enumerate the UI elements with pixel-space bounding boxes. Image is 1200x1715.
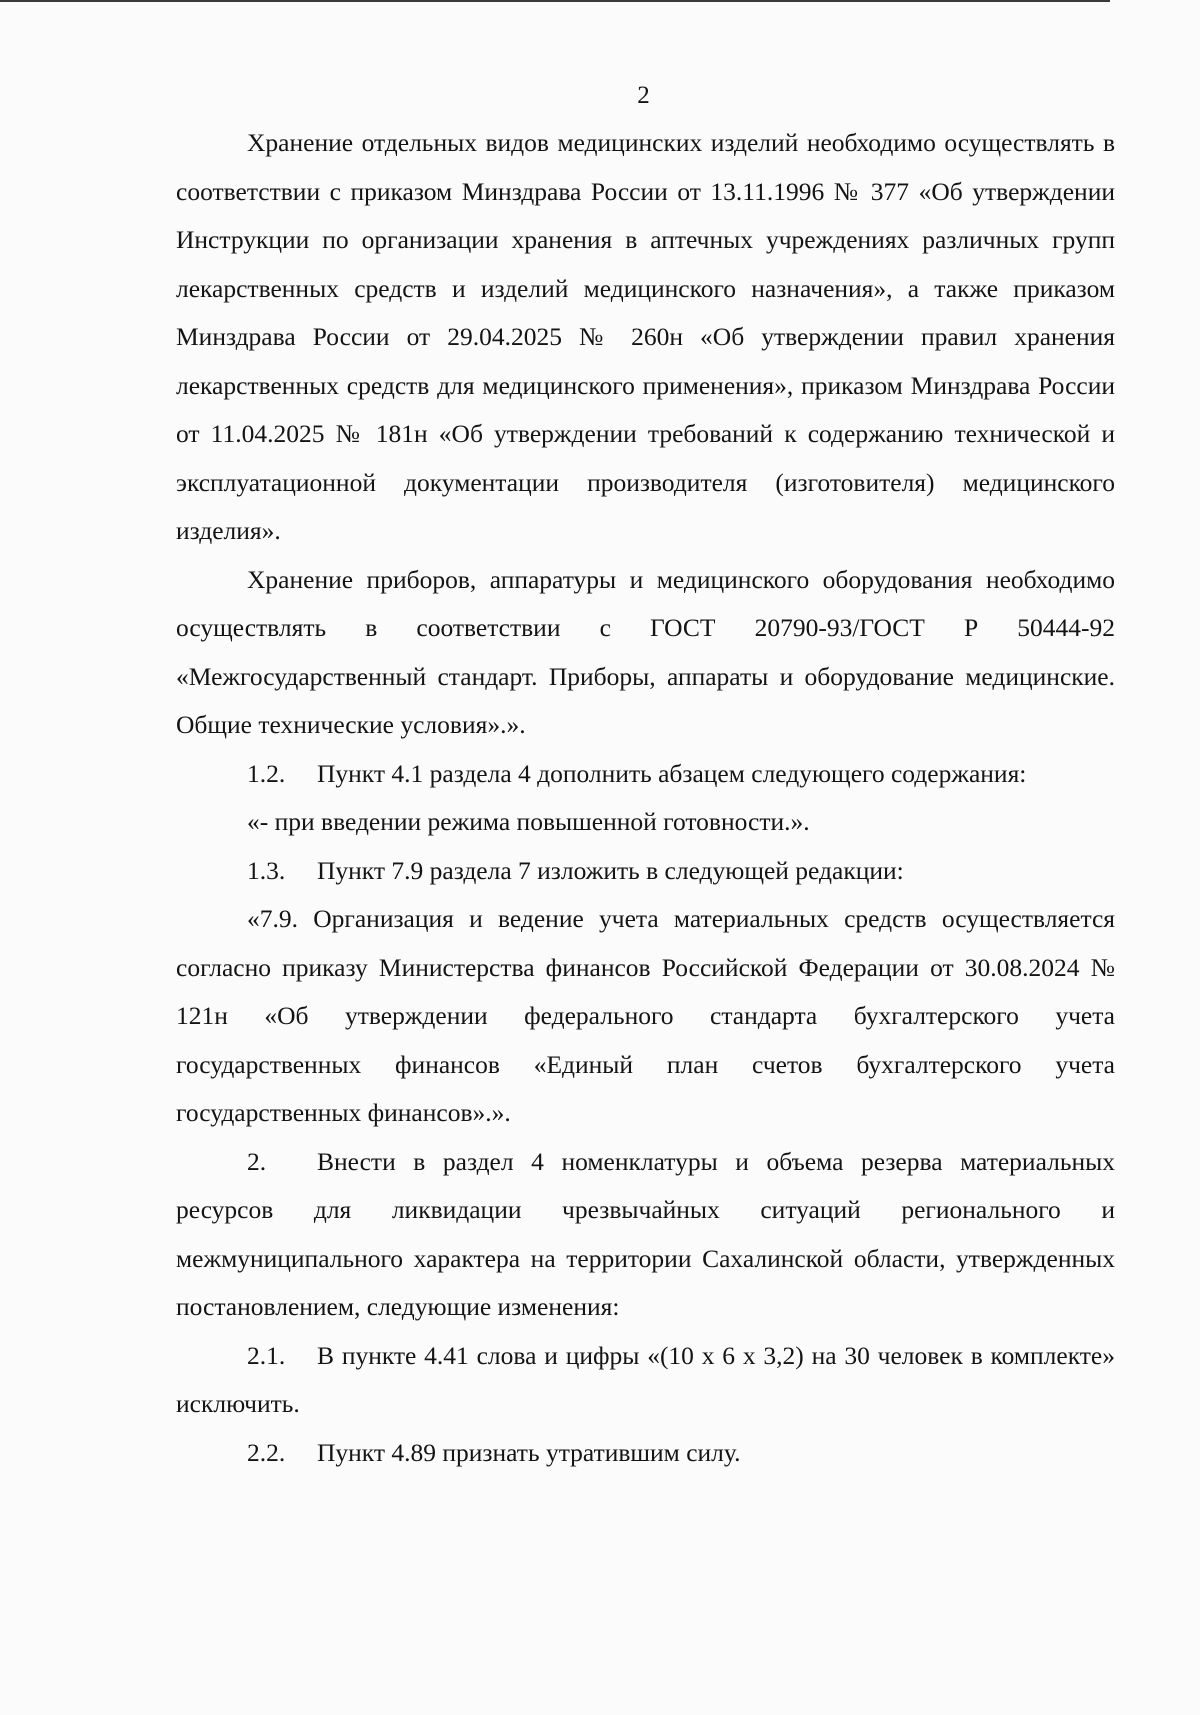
top-border-line [0,0,1110,2]
item-number: 1.3. [247,855,286,885]
item-text: Пункт 7.9 раздела 7 изложить в следующей редакции: [317,855,904,885]
page-number: 2 [637,82,650,109]
paragraph-item-2-1 [176,1332,1115,1429]
item-number: 2.1. [247,1340,286,1370]
paragraph-item-7-9: «7.9. Организация и ведение учета материальных средств осуществляется согласно приказу Министерства финансов Российской Федерации от 30.08.2024 № 121н «Об утверждении федерального стандарта бухгалтерского учета государственных финансов «Единый план счетов бухгалтерского учета государственных финансов».». [176,904,1115,1127]
paragraph-storage-medical-devices: Хранение отдельных видов медицинских изделий необходимо осуществлять в соответствии с приказом Минздрава России от 13.11.1996 № 377 «Об утверждении Инструкции по организации хранения в аптечных учреждениях различных групп лекарственных средств и изделий медицинского назначения», а также приказом Минздрава России от 29.04.2025 № 260н «Об утверждении правил хранения лекарственных средств для медицинского применения», приказом Минздрава России от 11.04.2025 № 181н «Об утверждении требований к содержанию технической и эксплуатационной документации производителя (изготовителя) медицинского изделия». [176,128,1115,545]
paragraph-item-2 [176,1138,1115,1332]
item-text: Пункт 4.89 признать утратившим силу. [317,1437,741,1467]
item-text: В пункте 4.41 слова и цифры «(10 х 6 х 3,2) на 30 человек в комплекте» исключить. [176,1340,1115,1418]
item-text: Пункт 4.1 раздела 4 дополнить абзацем следующего содержания: [317,758,1027,788]
paragraph-storage-equipment: Хранение приборов, аппаратуры и медицинского оборудования необходимо осуществлять в соответствии с ГОСТ 20790-93/ГОСТ Р 50444-92 «Межгосударственный стандарт. Приборы, аппараты и оборудование медицинские. Общие технические условия».». [176,564,1115,739]
item-number: 2.2. [247,1437,286,1467]
item-text: Внести в раздел 4 номенклатуры и объема резерва материальных ресурсов для ликвидации чрезвычайных ситуаций регионального и межмуниципального характера на территории Сахалинской области, утвержденных постановлением, следующие изменения: [176,1146,1115,1321]
paragraph-item-2-2 [176,1429,1115,1478]
item-number: 1.2. [247,758,286,788]
paragraph-quote-readiness: «- при введении режима повышенной готовности.». [247,807,810,836]
paragraph-item-1-3 [176,847,1115,896]
item-number: 2. [247,1146,267,1176]
paragraph-item-1-2 [176,750,1115,799]
document-body [176,119,1115,1477]
